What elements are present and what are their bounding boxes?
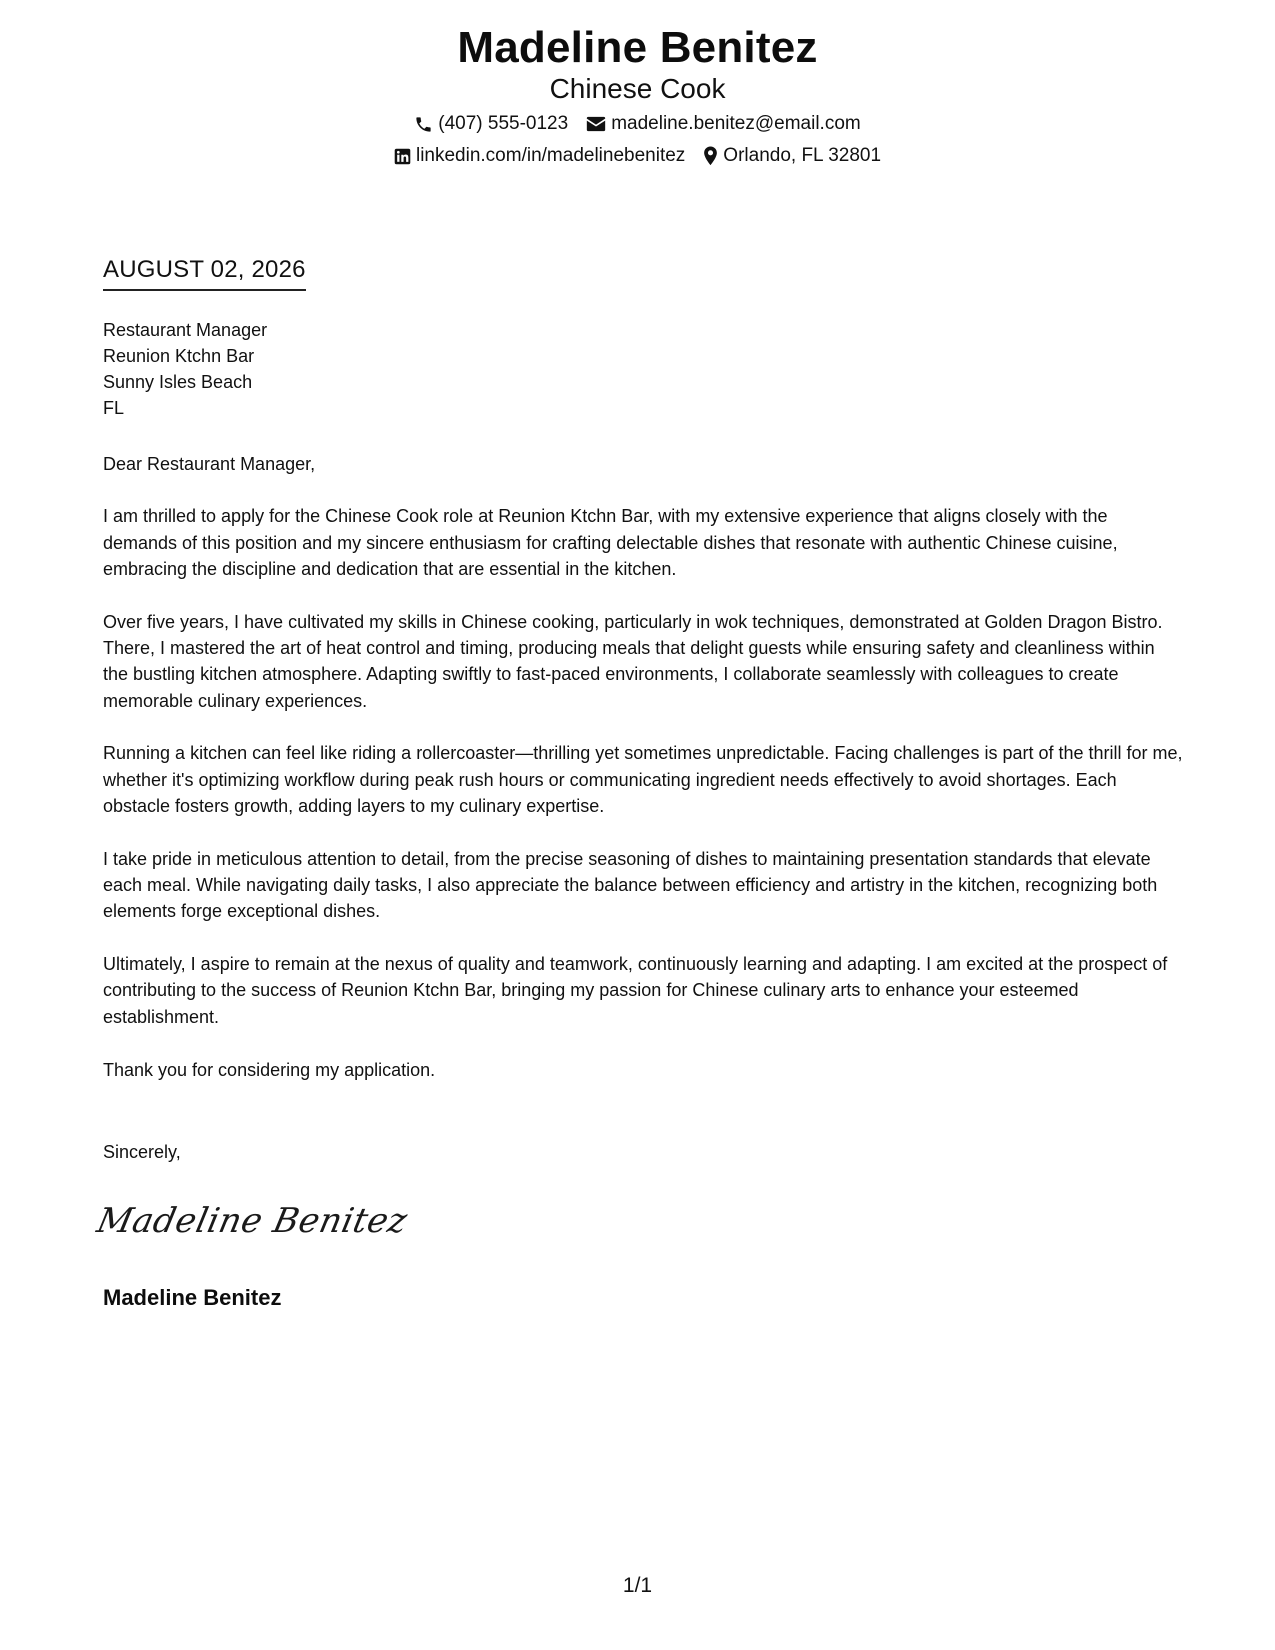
body-paragraph-4: I take pride in meticulous attention to detail, from the precise seasoning of dishes to maintaining presentation standards that elevate each meal. While navigating daily tasks, I also appreciate the balance between efficiency and artistry in the kitchen, recognizing both elements forge exceptional dishes. (103, 848, 1158, 922)
applicant-name: Madeline Benitez (457, 23, 818, 72)
contact-location (703, 144, 881, 168)
location-text: Orlando, FL 32801 (723, 145, 882, 166)
email-text[interactable]: madeline.benitez@email.com (611, 113, 861, 134)
svg-text:Madeline Benitez: Madeline Benitez (93, 1201, 411, 1241)
contact-email[interactable] (586, 112, 861, 136)
recipient-city: Sunny Isles Beach (103, 372, 253, 392)
linkedin-text[interactable]: linkedin.com/in/madelinebenitez (415, 145, 686, 166)
contact-row-secondary (0, 144, 1275, 168)
body-paragraph-2: Over five years, I have cultivated my skills in Chinese cooking, particularly in wok techniques, demonstrated at Golden Dragon Bistro. There, I mastered the art of heat control and timing, producing meals that delight guests while ensuring safety and cleanliness within the bustling kitchen atmosphere. Adapting swiftly to fast-paced environments, I collaborate seamlessly with colleagues to create memorable culinary experiences. (103, 611, 1163, 711)
phone-text: (407) 555-0123 (438, 113, 569, 134)
body-paragraph-6: Thank you for considering my application. (103, 1059, 436, 1080)
letter-date: AUGUST 02, 2026 (103, 255, 306, 291)
letter-body (103, 451, 1183, 1109)
job-title: Chinese Cook (549, 73, 726, 104)
contact-phone (414, 112, 568, 136)
recipient-title: Restaurant Manager (103, 320, 268, 340)
handwritten-signature (93, 1196, 411, 1247)
closing: Sincerely, (103, 1142, 181, 1162)
map-pin-icon (703, 146, 718, 166)
envelope-icon (586, 116, 606, 132)
page-number: 1/1 (622, 1574, 653, 1597)
body-paragraph-5: Ultimately, I aspire to remain at the nexus of quality and teamwork, continuously learning and adapting. I am excited at the prospect of contributing to the success of Reunion Ktchn Bar, bringing my passion for Chinese culinary arts to enhance your esteemed establishment. (103, 954, 1168, 1027)
letter-header (0, 22, 1275, 168)
body-paragraph-3: Running a kitchen can feel like riding a rollercoaster—thrilling yet sometimes unpredictable. Facing challenges is part of the thrill for me, whether it's optimizing workflow during peak rush hours or communicating ingredient needs effectively to avoid shortages. Each obstacle fosters growth, adding layers to my culinary expertise. (103, 743, 1183, 816)
recipient-address (103, 317, 267, 421)
greeting: Dear Restaurant Manager, (103, 454, 316, 474)
contact-row-primary (0, 112, 1275, 136)
signer-name: Madeline Benitez (103, 1285, 282, 1310)
recipient-company: Reunion Ktchn Bar (103, 346, 255, 366)
body-paragraph-1: I am thrilled to apply for the Chinese Cook role at Reunion Ktchn Bar, with my extensive experience that aligns closely with the demands of this position and my sincere enthusiasm for crafting delectable dishes that resonate with authentic Chinese cuisine, embracing the discipline and dedication that are essential in the kitchen. (103, 506, 1118, 579)
phone-icon (414, 115, 433, 134)
linkedin-icon (394, 148, 411, 165)
recipient-state: FL (103, 398, 125, 418)
letter-date-block (103, 255, 306, 291)
contact-linkedin[interactable] (394, 144, 685, 168)
